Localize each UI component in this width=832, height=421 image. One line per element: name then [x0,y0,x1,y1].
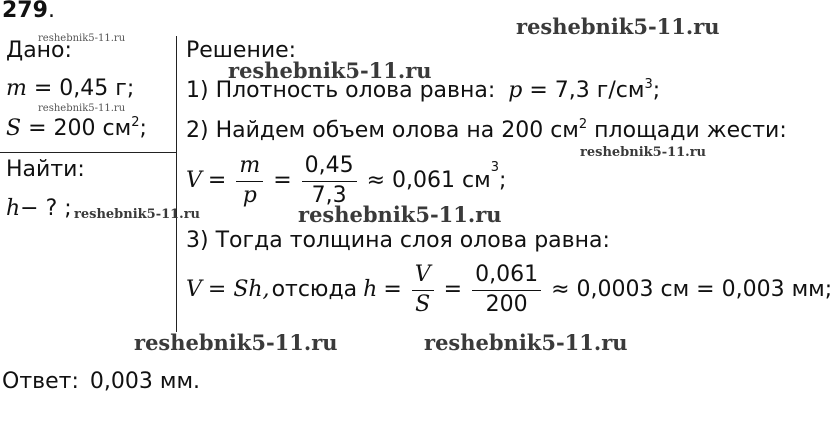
solution-step-2 [186,117,787,143]
eq1-end: ; [499,168,507,193]
answer-label: Ответ: [2,369,79,394]
eq1-denominator-numeric: 7,3 [311,182,347,208]
step-2-text: 2) Найдем объем олова на 200 см [186,118,579,143]
eq2-fraction-numeric [472,263,541,316]
watermark: reshebnik5-11.ru [38,33,126,44]
watermark: reshebnik5-11.ru [134,330,338,355]
eq1-fraction-symbolic [236,154,263,207]
problem-number [2,0,55,22]
watermark: reshebnik5-11.ru [516,14,720,39]
eq1-equals-2: = [273,168,292,193]
step-2-exponent: 2 [578,117,588,132]
height-unknown: − ? ; [20,196,72,221]
watermark: reshebnik5-11.ru [38,103,126,114]
horizontal-divider [0,152,176,153]
step-2-text-end: площади жести: [594,118,787,143]
find-height [6,198,72,220]
given-area [6,115,147,141]
eq2-numerator-symbolic: V [412,263,434,290]
eq1-numerator-symbolic: m [236,154,263,181]
eq2-numerator-numeric: 0,061 [472,263,541,290]
mass-value: = 0,45 г; [33,76,135,101]
eq1-lhs: V [186,168,202,193]
answer-value: 0,003 мм. [89,369,201,394]
eq2-word: отсюда [271,277,358,302]
eq2-denominator-symbolic: S [415,291,431,317]
density-variable: p [508,78,523,103]
eq2-lhs: V [186,277,202,302]
equation-volume: V = $\frac{m}{p}$ = $\frac{0,45}{7,3}$ ≈ 0,061 см 3 ; [186,153,507,208]
given-mass [6,78,134,100]
watermark: reshebnik5-11.ru [298,202,502,227]
eq2-equals-1: = [383,277,402,302]
eq1-denominator-symbolic: p [242,182,257,208]
solution-label: Решение: [186,38,297,63]
area-exponent: 2 [131,115,140,130]
find-label: Найти: [6,157,85,182]
eq1-result: ≈ 0,061 см [366,168,491,193]
area-end: ; [139,116,147,141]
vertical-divider [176,36,177,332]
step-1-text: 1) Плотность олова равна: [186,78,496,103]
equation-thickness [186,260,832,320]
watermark: reshebnik5-11.ru [228,58,432,83]
area-value: = 200 см [28,116,132,141]
solution-step-3: 3) Тогда толщина слоя олова равна: [186,228,610,253]
watermark: reshebnik5-11.ru [580,145,707,160]
solution-step-1 [186,77,661,103]
problem-number-value: 279 [2,0,48,23]
answer [2,371,200,393]
mass-variable: m [6,76,27,101]
eq2-equals-2: = [443,277,463,302]
area-variable: S [6,116,22,141]
given-label: Дано: [6,38,72,63]
eq2-result: ≈ 0,0003 см = 0,003 мм; [551,277,832,302]
density-end: ; [652,78,661,103]
density-exponent: 3 [644,77,653,92]
eq2-rhs: = Sh, [207,277,270,302]
eq1-fraction-numeric [302,154,357,207]
density-value: = 7,3 г/см [529,78,645,103]
eq2-denominator-numeric: 200 [485,291,528,317]
eq2-fraction-symbolic [412,263,434,316]
problem-number-suffix: . [47,0,55,23]
eq1-equals-1: = [207,168,227,193]
height-variable: h [6,196,21,221]
watermark: reshebnik5-11.ru [74,207,201,222]
watermark: reshebnik5-11.ru [424,330,628,355]
eq2-h: h [363,277,378,302]
eq1-numerator-numeric: 0,45 [302,154,357,181]
